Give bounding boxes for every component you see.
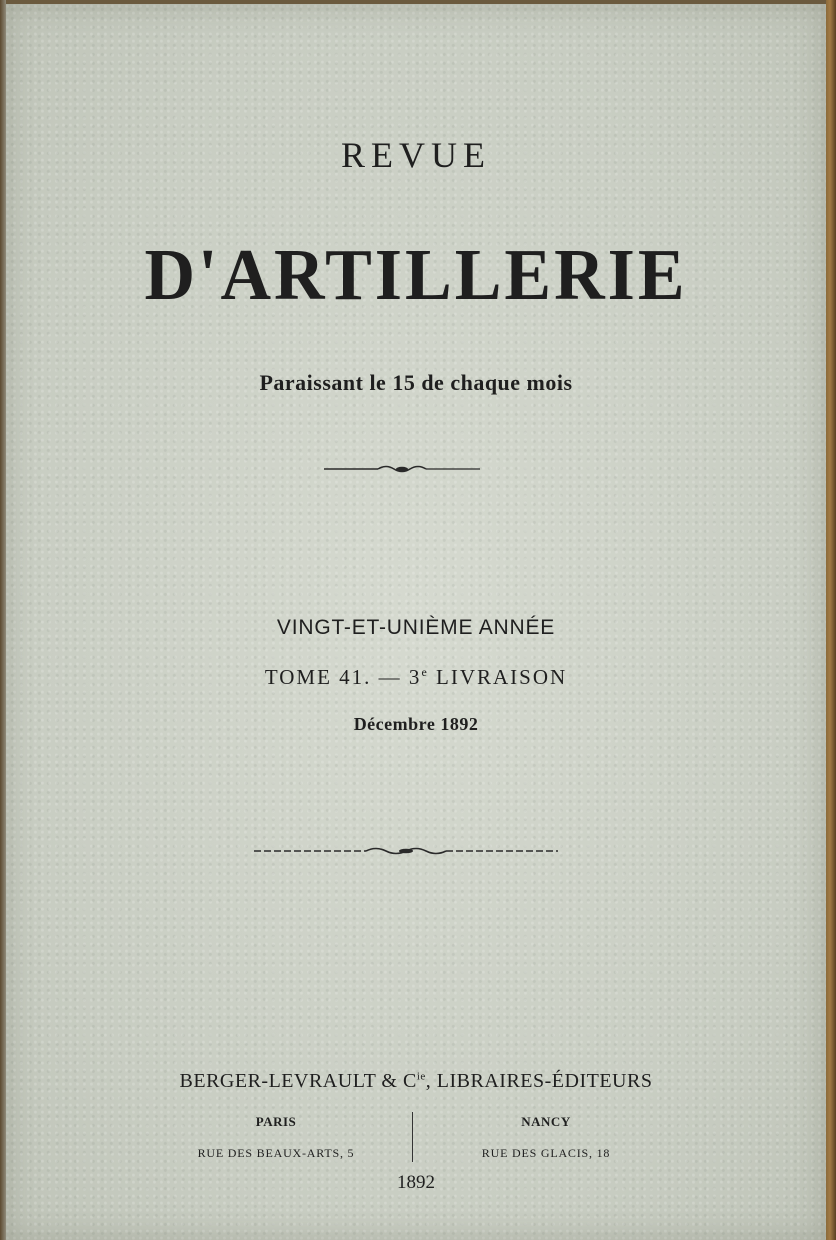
publication-year: 1892 [397, 1172, 435, 1193]
ornamental-rule-bottom [250, 844, 562, 858]
publisher-suffix: , LIBRAIRES-ÉDITEURS [425, 1070, 653, 1092]
nancy-address: RUE DES GLACIS, 18 [481, 1146, 611, 1160]
tome-superscript: e [421, 665, 429, 679]
tome-prefix: TOME 41. — 3 [264, 665, 422, 689]
publisher-name [6, 1070, 826, 1093]
tome-and-issue [6, 665, 826, 690]
address-divider [412, 1112, 413, 1162]
publisher-prefix: BERGER-LEVRAULT & C [179, 1070, 417, 1092]
issue-date: Décembre 1892 [353, 714, 479, 734]
tome-suffix: LIVRAISON [428, 665, 568, 689]
nancy-city: NANCY [521, 1114, 571, 1129]
paris-city: PARIS [255, 1114, 297, 1129]
publisher-superscript: ie [416, 1070, 426, 1083]
journal-title-line-2: D'ARTILLERIE [144, 235, 688, 316]
right-page-edge [826, 0, 836, 1240]
journal-frequency-tagline: Paraissant le 15 de chaque mois [259, 370, 573, 395]
volume-year: VINGT-ET-UNIÈME ANNÉE [276, 616, 556, 639]
title-page [6, 4, 826, 1240]
paris-address: RUE DES BEAUX-ARTS, 5 [197, 1146, 355, 1160]
journal-title-line-1: REVUE [341, 135, 491, 175]
ornamental-rule-top [320, 462, 484, 476]
